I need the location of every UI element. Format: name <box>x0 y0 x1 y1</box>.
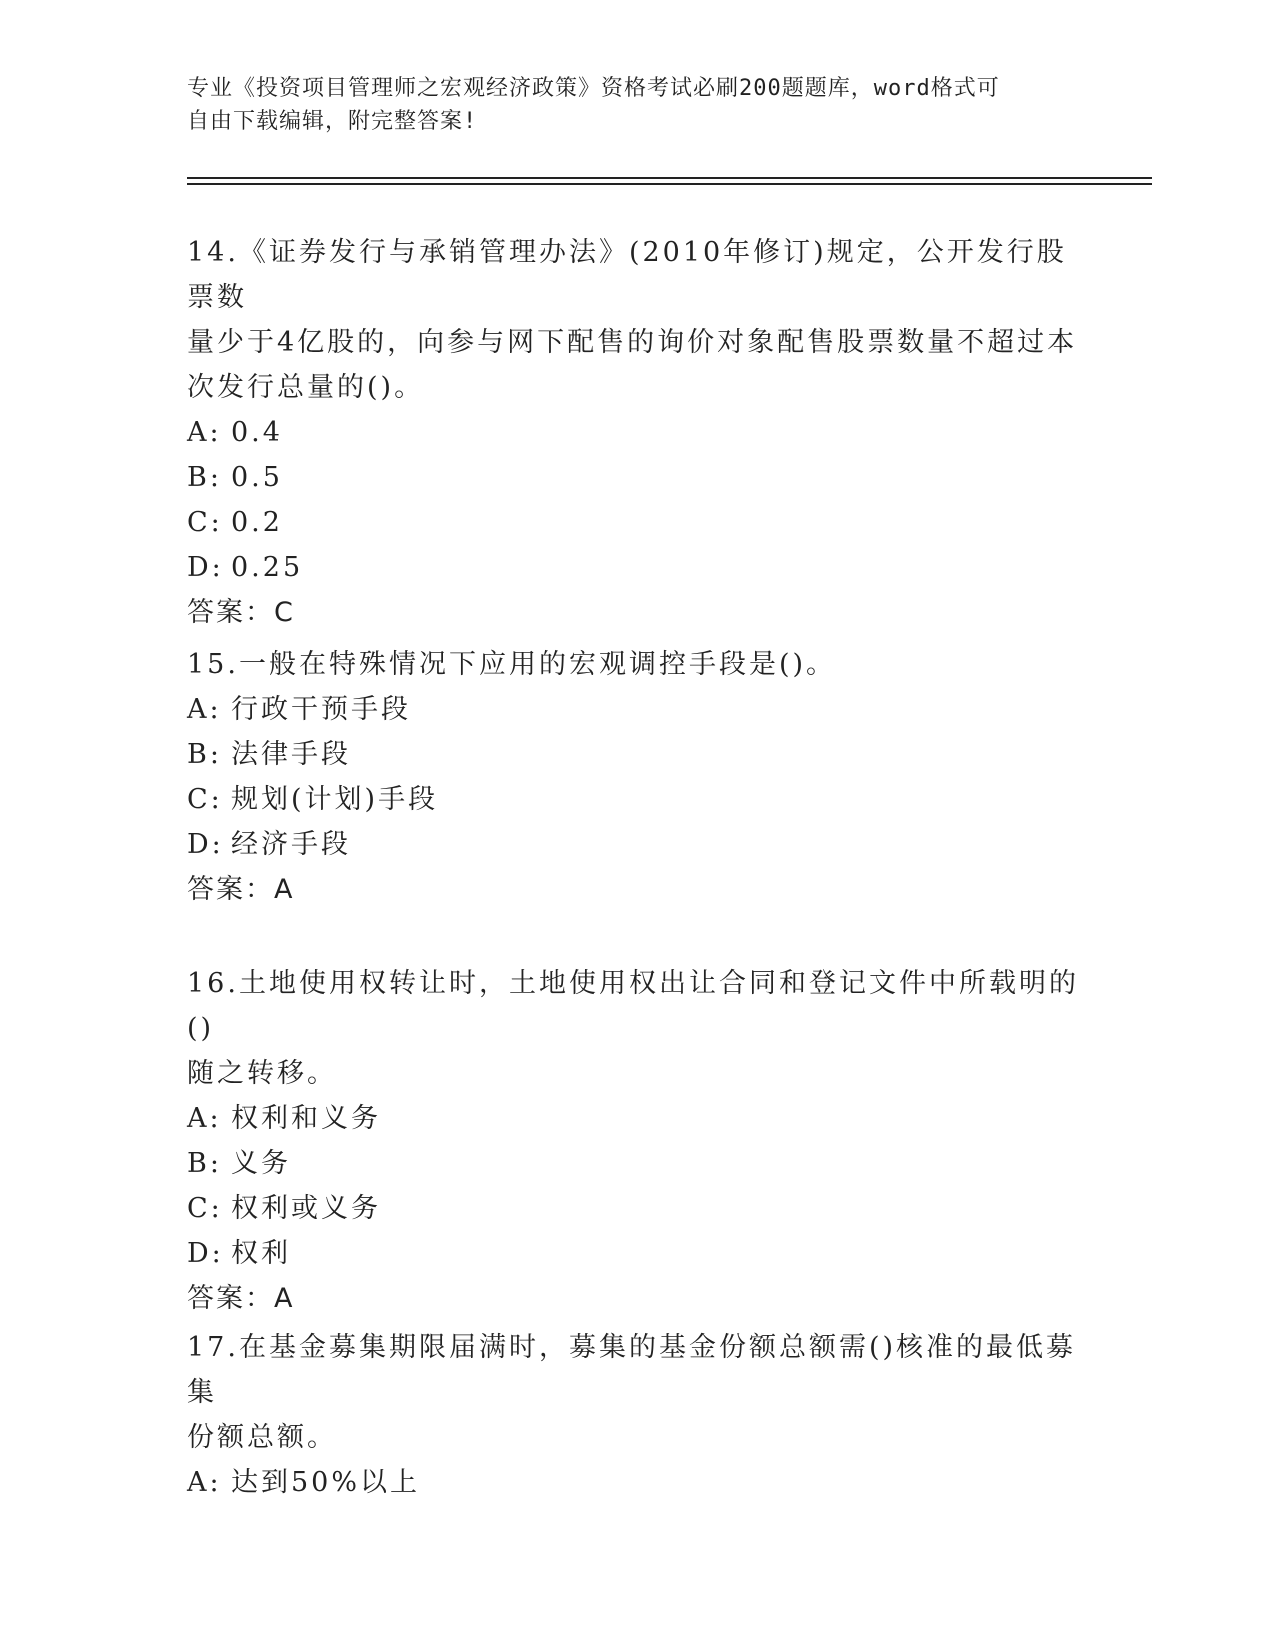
option-key: A: <box>187 417 222 448</box>
option-text: 规划(计划)手段 <box>231 784 439 815</box>
option-text: 权利 <box>231 1238 291 1269</box>
option-text: 0.5 <box>231 462 283 493</box>
header-line-1: 专业《投资项目管理师之宏观经济政策》资格考试必刷200题题库，word格式可 <box>187 76 1000 101</box>
answer-line: 答案：A <box>187 1283 295 1314</box>
option-key: A: <box>187 1103 222 1134</box>
option-text: 义务 <box>231 1148 291 1179</box>
answer-line: 答案：A <box>187 874 295 905</box>
option-key: B: <box>187 1148 222 1179</box>
option-key: D: <box>187 552 224 583</box>
option-text: 达到50%以上 <box>231 1467 421 1498</box>
option-c <box>187 777 1087 822</box>
option-key: B: <box>187 462 222 493</box>
option-text: 法律手段 <box>231 739 351 770</box>
option-text: 经济手段 <box>231 829 351 860</box>
option-key: C: <box>187 1193 223 1224</box>
option-key: D: <box>187 1238 224 1269</box>
question-stem-line: 随之转移。 <box>187 1058 337 1089</box>
option-key: C: <box>187 784 223 815</box>
option-b <box>187 455 1087 500</box>
option-d <box>187 545 1087 590</box>
question-stem-line: 次发行总量的()。 <box>187 372 425 403</box>
question-17 <box>187 1325 1087 1505</box>
question-stem-line: 份额总额。 <box>187 1422 337 1453</box>
header-divider-bottom <box>187 183 1152 185</box>
option-a <box>187 1096 1087 1141</box>
option-key: A: <box>187 1467 222 1498</box>
option-c <box>187 1186 1087 1231</box>
option-key: C: <box>187 507 223 538</box>
question-stem-line: 17.在基金募集期限届满时，募集的基金份额总额需()核准的最低募集 <box>187 1332 1077 1408</box>
question-15 <box>187 642 1087 912</box>
option-d <box>187 822 1087 867</box>
question-stem-line: 15.一般在特殊情况下应用的宏观调控手段是()。 <box>187 649 837 680</box>
option-b <box>187 732 1087 777</box>
option-text: 0.4 <box>231 417 283 448</box>
option-b <box>187 1141 1087 1186</box>
option-text: 权利和义务 <box>231 1103 381 1134</box>
option-key: A: <box>187 694 222 725</box>
option-a <box>187 687 1087 732</box>
option-text: 权利或义务 <box>231 1193 381 1224</box>
question-16 <box>187 961 1087 1321</box>
option-key: B: <box>187 739 222 770</box>
question-stem-line: 14.《证券发行与承销管理办法》(2010年修订)规定，公开发行股票数 <box>187 237 1067 313</box>
question-stem-line: 量少于4亿股的，向参与网下配售的询价对象配售股票数量不超过本 <box>187 327 1078 358</box>
option-c <box>187 500 1087 545</box>
option-text: 0.25 <box>231 552 304 583</box>
option-a <box>187 1460 1087 1505</box>
question-14 <box>187 230 1087 635</box>
question-stem-line: 16.土地使用权转让时，土地使用权出让合同和登记文件中所载明的() <box>187 968 1079 1044</box>
option-a <box>187 410 1087 455</box>
option-d <box>187 1231 1087 1276</box>
option-text: 0.2 <box>231 507 283 538</box>
header-divider-top <box>187 177 1152 179</box>
option-text: 行政干预手段 <box>231 694 411 725</box>
header-line-2: 自由下载编辑，附完整答案! <box>187 109 478 134</box>
option-key: D: <box>187 829 224 860</box>
answer-line: 答案：C <box>187 597 295 628</box>
document-header <box>187 72 1087 138</box>
